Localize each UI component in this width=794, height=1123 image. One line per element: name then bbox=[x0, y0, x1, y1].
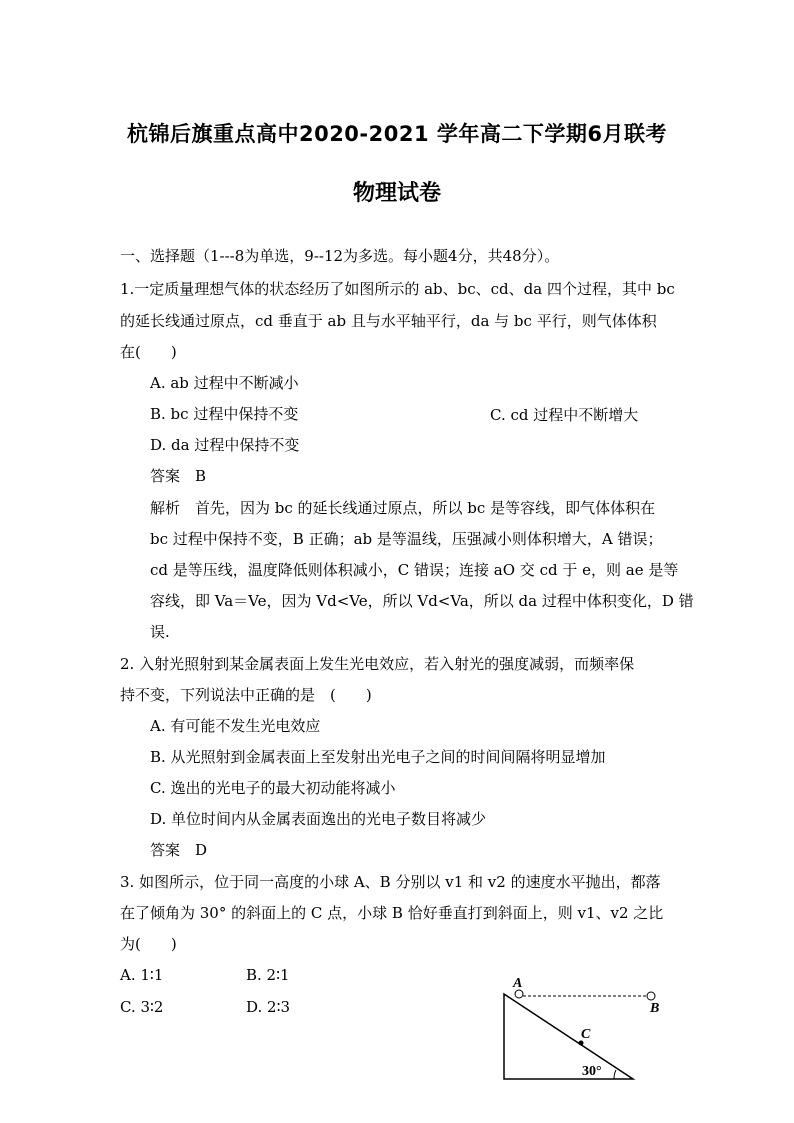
q2-option-b: B. 从光照射到金属表面上至发射出光电子之间的时间间隔将明显增加 bbox=[150, 748, 606, 766]
q1-explanation-line-1: 解析 首先，因为 bc 的延长线通过原点，所以 bc 是等容线，即气体体积在 bbox=[150, 499, 656, 517]
q1-option-b: B. bc 过程中保持不变 bbox=[150, 405, 299, 423]
label-c: C bbox=[581, 1027, 591, 1042]
q3-stem-line-2: 在了倾角为 30° 的斜面上的 C 点，小球 B 恰好垂直打到斜面上，则 v1、v2 之比 bbox=[120, 904, 664, 922]
q1-option-a: A. ab 过程中不断减小 bbox=[150, 374, 299, 392]
q1-option-d: D. da 过程中保持不变 bbox=[150, 436, 300, 454]
q1-explanation-line-3: cd 是等压线，温度降低则体积减小，C 错误；连接 aO 交 cd 于 e，则 ae 是等 bbox=[150, 561, 679, 579]
q2-option-a: A. 有可能不发生光电效应 bbox=[150, 717, 321, 735]
incline-triangle bbox=[504, 994, 633, 1079]
incline-figure bbox=[490, 972, 670, 1092]
q3-stem-line-1: 3. 如图所示，位于同一高度的小球 A、B 分别以 v1 和 v2 的速度水平抛出，都落 bbox=[120, 873, 661, 891]
q2-option-d: D. 单位时间内从金属表面逸出的光电子数目将减少 bbox=[150, 810, 487, 828]
angle-arc bbox=[614, 1070, 616, 1079]
ball-b bbox=[647, 992, 655, 1000]
q1-answer: 答案 B bbox=[150, 467, 207, 485]
section-instructions: 一、选择题（1---8为单选，9--12为多选。每小题4分，共48分）。 bbox=[120, 247, 560, 265]
q3-option-d: D. 2∶3 bbox=[246, 998, 291, 1016]
q2-answer: 答案 D bbox=[150, 841, 208, 859]
angle-label: 30° bbox=[582, 1064, 602, 1079]
q3-stem-line-3: 为( ) bbox=[120, 935, 177, 953]
q2-option-c: C. 逸出的光电子的最大初动能将减小 bbox=[150, 779, 396, 797]
q3-option-b: B. 2∶1 bbox=[246, 966, 290, 984]
q3-option-c: C. 3∶2 bbox=[120, 998, 164, 1016]
q1-stem-line-1: 1.一定质量理想气体的状态经历了如图所示的 ab、bc、cd、da 四个过程，其中 bc bbox=[120, 280, 675, 298]
q1-option-c: C. cd 过程中不断增大 bbox=[490, 406, 639, 424]
label-a: A bbox=[513, 976, 523, 991]
ball-a bbox=[515, 990, 523, 998]
exam-subtitle: 物理试卷 bbox=[352, 181, 441, 206]
q1-explanation-line-2: bc 过程中保持不变，B 正确；ab 是等温线，压强减小则体积增大，A 错误； bbox=[150, 530, 663, 548]
q2-stem-line-1: 2. 入射光照射到某金属表面上发生光电效应，若入射光的强度减弱，而频率保 bbox=[120, 655, 635, 673]
label-b: B bbox=[650, 1001, 660, 1016]
q1-stem-line-3: 在( ) bbox=[120, 343, 177, 361]
q1-explanation-line-4: 容线，即 Va＝Ve，因为 Vd<Ve，所以 Vd<Va，所以 da 过程中体积变化，D 错 bbox=[150, 592, 694, 610]
q1-stem-line-2: 的延长线通过原点，cd 垂直于 ab 且与水平轴平行，da 与 bc 平行，则气体体积 bbox=[120, 312, 657, 330]
q3-option-a: A. 1∶1 bbox=[120, 966, 164, 984]
exam-title: 杭锦后旗重点高中2020-2021 学年高二下学期6月联考 bbox=[126, 122, 668, 146]
q2-stem-line-2: 持不变，下列说法中正确的是 ( ) bbox=[120, 686, 372, 704]
q1-explanation-line-5: 误. bbox=[150, 623, 170, 641]
